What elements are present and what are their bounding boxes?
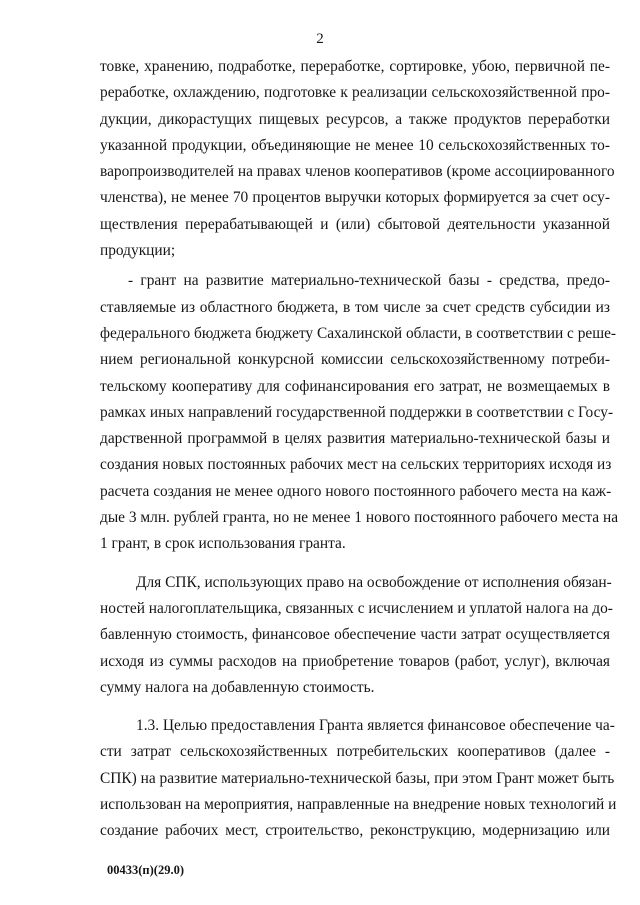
paragraph-section-1-3 (100, 713, 617, 844)
text-line: нием региональной конкурсной комиссии сельскохозяйственному потреби- (100, 351, 610, 369)
paragraph-vat-note (100, 570, 613, 701)
text-line: членства), не менее 70 процентов выручки которых формируется за счет осу- (100, 189, 610, 207)
text-line: дукции, дикорастущих пищевых ресурсов, а также продуктов переработки (100, 110, 610, 128)
text-line: федерального бюджета бюджету Сахалинской области, в соответствии с реше- (100, 324, 617, 342)
text-line: продукции; (100, 242, 176, 260)
text-line: - грант на развитие материально-технической базы - средства, предо- (128, 272, 610, 290)
paragraph-grant-definition (100, 268, 619, 557)
text-line: ностей налогоплательщика, связанных с исчислением и уплатой налога на до- (100, 599, 613, 617)
text-line: бавленную стоимость, финансовое обеспечение части затрат осуществляется (100, 626, 610, 644)
text-line: Для СПК, использующих право на освобождение от исполнения обязан- (136, 573, 612, 591)
text-line: исходя из суммы расходов на приобретение товаров (работ, услуг), включая (100, 652, 610, 670)
text-line: 1.3. Целью предоставления Гранта является финансовое обеспечение ча- (136, 717, 615, 735)
page-number: 2 (316, 31, 324, 47)
text-line: сти затрат сельскохозяйственных потребительских кооперативов (далее - (100, 743, 610, 761)
text-line: создания новых постоянных рабочих мест на сельских территориях исходя из (100, 456, 612, 474)
text-line: указанной продукции, объединяющие не менее 10 сельскохозяйственных то- (100, 136, 610, 154)
text-line: тельскому кооперативу для софинансирования его затрат, не возмещаемых в (100, 377, 610, 395)
document-code: 00433(п)(29.0) (107, 863, 184, 877)
text-line: товке, хранению, подработке, переработке, сортировке, убою, первичной пе- (100, 58, 610, 75)
text-line: дые 3 млн. рублей гранта, но не менее 1 нового постоянного рабочего места на (100, 509, 619, 527)
text-line: реработке, охлаждению, подготовке к реализации сельскохозяйственной про- (100, 84, 610, 102)
text-line: создание рабочих мест, строительство, реконструкцию, модернизацию или (100, 822, 610, 840)
text-line: ществления перерабатывающей и (или) сбытовой деятельности указанной (100, 215, 610, 233)
text-line: дарственной программой в целях развития материально-технической базы и (100, 430, 610, 448)
text-line: ставляемые из областного бюджета, в том числе за счет средств субсидии из (100, 298, 610, 316)
text-line: варопроизводителей на правах членов кооперативов (кроме ассоциированного (100, 163, 615, 181)
text-line: сумму налога на добавленную стоимость. (100, 678, 375, 696)
text-line: использован на мероприятия, направленные на внедрение новых технологий и (100, 796, 617, 814)
text-line: рамках иных направлений государственной поддержки в соответствии с Госу- (100, 403, 614, 421)
document-body (100, 54, 619, 845)
text-line: расчета создания не менее одного нового постоянного рабочего места на каж- (100, 482, 612, 500)
text-line: 1 грант, в срок использования гранта. (100, 535, 346, 553)
text-line: СПК) на развитие материально-технической базы, при этом Грант может быть (100, 769, 615, 787)
paragraph-continuation (100, 54, 615, 264)
